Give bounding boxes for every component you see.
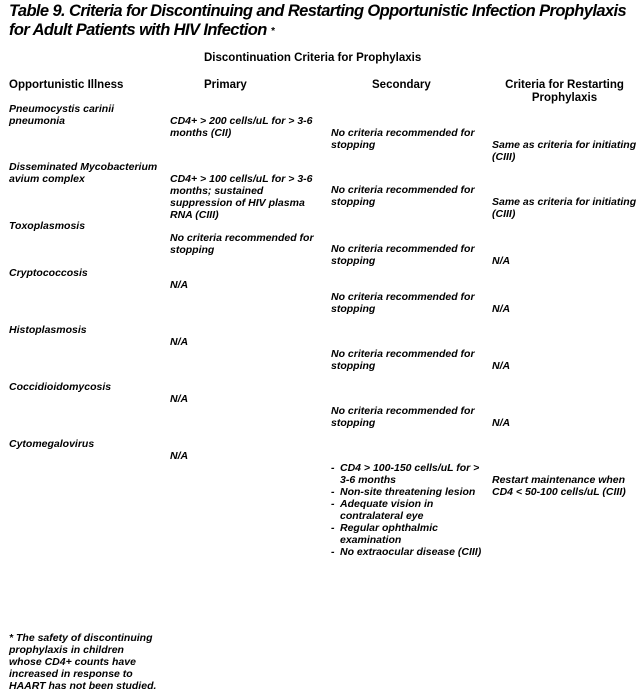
secondary-cell: No criteria recommended for stopping xyxy=(331,291,475,315)
column-header-primary: Primary xyxy=(204,79,247,91)
secondary-cell: No criteria recommended for stopping xyxy=(331,348,475,372)
list-item: - No extraocular disease (CIII) xyxy=(331,546,483,558)
secondary-cell: No criteria recommended for stopping xyxy=(331,127,475,151)
list-item: - Regular ophthalmic examination xyxy=(331,522,483,546)
restart-cell: Same as criteria for initiating (CIII) xyxy=(492,139,637,163)
title-line-1: Table 9. Criteria for Discontinuing and Restarting Opportunistic Infection Prophylaxis xyxy=(9,2,627,20)
restart-cell: N/A xyxy=(492,255,511,267)
restart-cell: N/A xyxy=(492,303,511,315)
restart-cell: N/A xyxy=(492,360,511,372)
illness-cell: Toxoplasmosis xyxy=(9,220,86,232)
column-header-illness: Opportunistic Illness xyxy=(9,79,124,91)
secondary-cell: No criteria recommended for stopping xyxy=(331,184,475,208)
illness-cell: Coccidioidomycosis xyxy=(9,381,112,393)
illness-cell: Histoplasmosis xyxy=(9,324,87,336)
primary-cell: N/A xyxy=(170,450,189,462)
footnote: * The safety of discontinuing prophylaxis in children whose CD4+ counts have increased in response to HAART has not been studied. xyxy=(9,632,157,692)
footnote-marker: * xyxy=(270,26,274,37)
primary-cell: No criteria recommended for stopping xyxy=(170,232,314,256)
secondary-criteria-list xyxy=(331,462,483,558)
illness-cell: Pneumocystis carinii pneumonia xyxy=(9,103,115,127)
title-line-2-text: for Adult Patients with HIV Infection xyxy=(9,21,267,39)
list-item: - CD4 > 100-150 cells/uL for > 3-6 months xyxy=(331,462,483,486)
group-header: Discontinuation Criteria for Prophylaxis xyxy=(204,52,422,64)
restart-cell: Same as criteria for initiating (CIII) xyxy=(492,196,637,220)
title-line-2 xyxy=(9,21,639,40)
list-item: - Adequate vision in contralateral eye xyxy=(331,498,483,522)
list-item: - Non-site threatening lesion xyxy=(331,486,483,498)
column-header-restart: Criteria for Restarting Prophylaxis xyxy=(505,79,624,104)
primary-cell: CD4+ > 100 cells/uL for > 3-6 months; sustained suppression of HIV plasma RNA (CIII) xyxy=(170,173,313,221)
primary-cell: N/A xyxy=(170,336,189,348)
table-title xyxy=(9,2,639,40)
column-header-secondary: Secondary xyxy=(372,79,431,91)
primary-cell: N/A xyxy=(170,279,189,291)
illness-cell: Cryptococcosis xyxy=(9,267,88,279)
secondary-cell: No criteria recommended for stopping xyxy=(331,243,475,267)
restart-cell: N/A xyxy=(492,417,511,429)
primary-cell: CD4+ > 200 cells/uL for > 3-6 months (CII) xyxy=(170,115,313,139)
illness-cell: Disseminated Mycobacterium avium complex xyxy=(9,161,158,185)
restart-cell: Restart maintenance when CD4 < 50-100 cells/uL (CIII) xyxy=(492,474,626,498)
secondary-cell: No criteria recommended for stopping xyxy=(331,405,475,429)
primary-cell: N/A xyxy=(170,393,189,405)
illness-cell: Cytomegalovirus xyxy=(9,438,95,450)
